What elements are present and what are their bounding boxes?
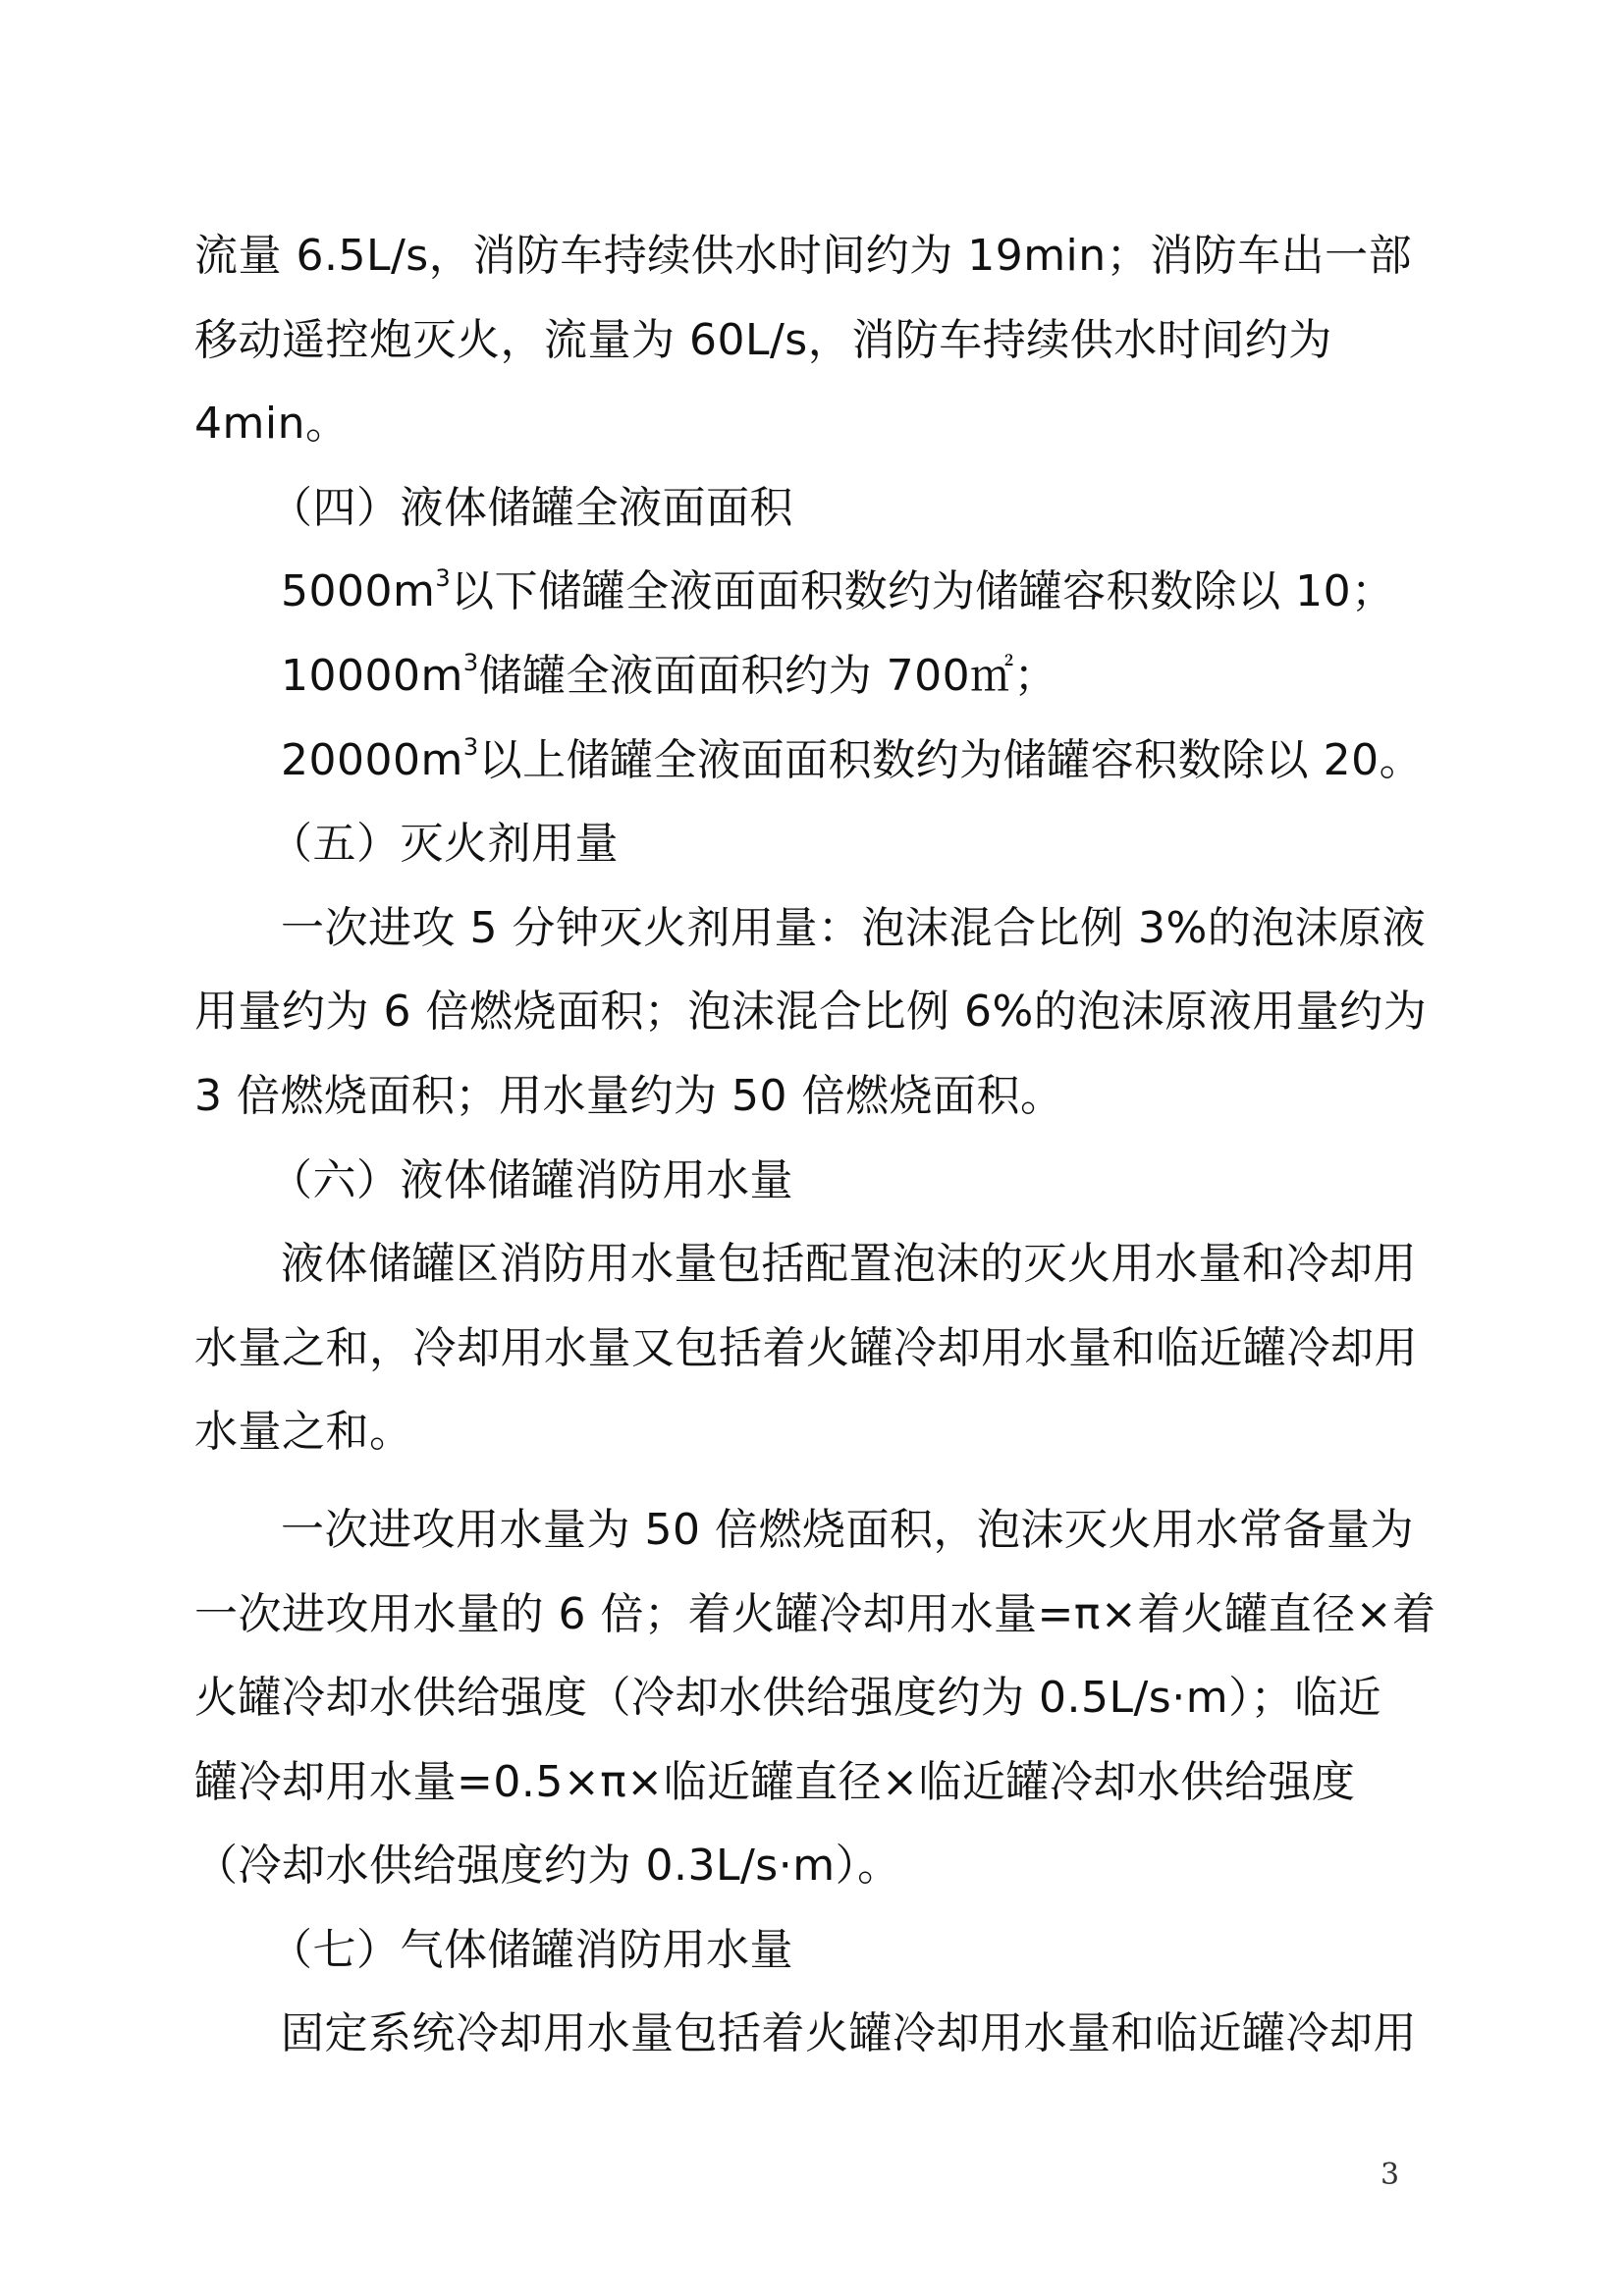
paragraph-line: 一次进攻用水量为 50 倍燃烧面积，泡沫灭火用水常备量为 xyxy=(281,1504,1414,1555)
paragraph-line: 一次进攻用水量的 6 倍；着火罐冷却用水量=π×着火罐直径×着 xyxy=(194,1588,1436,1639)
paragraph-line: $5000m^3$以下储罐全液面面积数约为储罐容积数除以 10； xyxy=(281,564,1395,617)
paragraph-line: 水量之和，冷却用水量又包括着火罐冷却用水量和临近罐冷却用 xyxy=(194,1322,1418,1373)
paragraph-line: 固定系统冷却用水量包括着火罐冷却用水量和临近罐冷却用 xyxy=(281,2008,1417,2059)
paragraph-spacing xyxy=(194,1474,1434,1488)
page-number: 3 xyxy=(1380,2158,1400,2192)
paragraph-line: 水量之和。 xyxy=(194,1407,413,1458)
paragraph-line: （冷却水供给强度约为 0.3L/s·m）。 xyxy=(194,1841,901,1892)
section-heading: （五）灭火剂用量 xyxy=(269,819,619,870)
paragraph-line: 移动遥控炮灭火，流量为 60L/s，消防车持续供水时间约为 xyxy=(194,314,1332,365)
superscript: 3 xyxy=(462,732,479,761)
paragraph-line: 火罐冷却水供给强度（冷却水供给强度约为 0.5L/s·m）；临近 xyxy=(194,1673,1382,1724)
paragraph-line: 液体储罐区消防用水量包括配置泡沫的灭火用水量和冷却用 xyxy=(281,1239,1417,1290)
paragraph-line: 3 倍燃烧面积；用水量约为 50 倍燃烧面积。 xyxy=(194,1070,1064,1121)
paragraph-line: 流量 6.5L/s，消防车持续供水时间约为 19min；消防车出一部 xyxy=(194,231,1413,281)
section-heading: （四）液体储罐全液面面积 xyxy=(269,482,793,533)
superscript: 3 xyxy=(462,648,479,676)
paragraph-line: 4min。 xyxy=(194,399,350,450)
paragraph-line: 罐冷却用水量=0.5×π×临近罐直径×临近罐冷却水供给强度 xyxy=(194,1756,1356,1807)
section-heading: （七）气体储罐消防用水量 xyxy=(269,1924,793,1975)
paragraph-line: 用量约为 6 倍燃烧面积；泡沫混合比例 6%的泡沫原液用量约为 xyxy=(194,987,1428,1038)
section-heading: （六）液体储罐消防用水量 xyxy=(269,1154,793,1205)
paragraph-line: $20000m^3$以上储罐全液面面积数约为储罐容积数除以 20。 xyxy=(281,732,1424,785)
superscript: 3 xyxy=(435,564,452,593)
paragraph-line: $10000m^3$储罐全液面面积约为 700㎡； xyxy=(281,648,1058,701)
document-body xyxy=(194,214,1434,2076)
paragraph-line: 一次进攻 5 分钟灭火剂用量：泡沫混合比例 3%的泡沫原液 xyxy=(281,902,1427,953)
